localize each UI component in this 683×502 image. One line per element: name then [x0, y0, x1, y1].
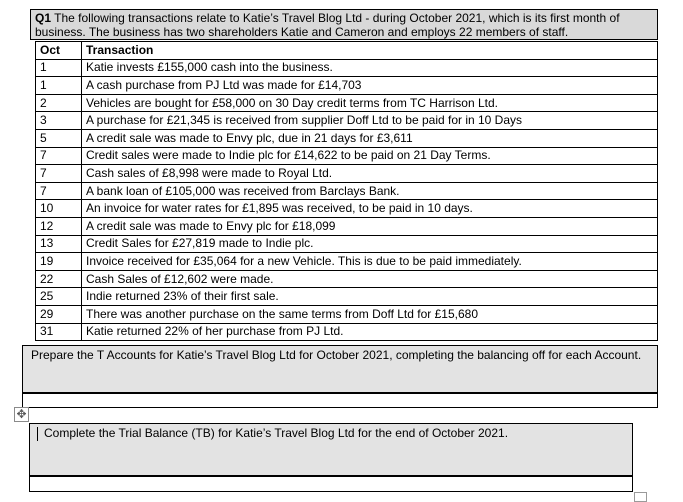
question-header	[30, 9, 658, 40]
cell-oct: 31	[36, 323, 82, 341]
cell-transaction: Cash sales of £8,998 were made to Royal Ltd.	[82, 165, 658, 183]
table-row	[36, 217, 658, 235]
cell-oct: 5	[36, 129, 82, 147]
cell-transaction: A purchase for £21,345 is received from supplier Doff Ltd to be paid for in 10 Days	[82, 112, 658, 130]
table-row	[36, 94, 658, 112]
question-number: Q1	[35, 11, 52, 25]
cell-oct: 19	[36, 253, 82, 271]
table-row	[36, 305, 658, 323]
cell-oct: 7	[36, 182, 82, 200]
cell-transaction: A cash purchase from PJ Ltd was made for £14,703	[82, 77, 658, 95]
t-accounts-prompt[interactable]	[22, 345, 658, 393]
header-transaction: Transaction	[82, 42, 658, 60]
table-row	[36, 59, 658, 77]
table-row	[36, 182, 658, 200]
text-cursor	[37, 427, 38, 441]
cell-transaction: A credit sale was made to Envy plc for £18,099	[82, 217, 658, 235]
cell-oct: 1	[36, 59, 82, 77]
transactions-table	[35, 41, 658, 341]
cell-oct: 25	[36, 288, 82, 306]
table-outer-border	[657, 41, 658, 324]
question-text: The following transactions relate to Katie’s Travel Blog Ltd - during October 2021, which is its first month of business. The business has two shareholders Katie and Cameron and employs 22 members of staff.	[35, 11, 620, 39]
table-row	[36, 288, 658, 306]
cell-oct: 2	[36, 94, 82, 112]
cell-transaction: Credit sales were made to Indie plc for £14,622 to be paid on 21 Day Terms.	[82, 147, 658, 165]
cell-transaction: Indie returned 23% of their first sale.	[82, 288, 658, 306]
cell-oct: 3	[36, 112, 82, 130]
cell-transaction: A bank loan of £105,000 was received from Barclays Bank.	[82, 182, 658, 200]
cell-oct: 12	[36, 217, 82, 235]
table-row	[36, 129, 658, 147]
cell-transaction: Cash Sales of £12,602 were made.	[82, 270, 658, 288]
cell-oct: 22	[36, 270, 82, 288]
cell-transaction: Vehicles are bought for £58,000 on 30 Day credit terms from TC Harrison Ltd.	[82, 94, 658, 112]
move-handle-icon[interactable]: ✥	[14, 407, 29, 422]
trial-balance-prompt[interactable]	[29, 423, 633, 476]
table-row	[36, 147, 658, 165]
cell-transaction: Katie returned 22% of her purchase from PJ Ltd.	[82, 323, 658, 341]
cell-transaction: There was another purchase on the same terms from Doff Ltd for £15,680	[82, 305, 658, 323]
table-row	[36, 270, 658, 288]
table-row	[36, 235, 658, 253]
table-row	[36, 112, 658, 130]
header-oct: Oct	[36, 42, 82, 60]
trial-balance-prompt-text: Complete the Trial Balance (TB) for Katie’s Travel Blog Ltd for the end of October 2021.	[44, 426, 509, 440]
t-accounts-prompt-text: Prepare the T Accounts for Katie’s Travel Blog Ltd for October 2021, completing the balancing off for each Account.	[31, 348, 642, 362]
cell-oct: 13	[36, 235, 82, 253]
t-accounts-answer-row[interactable]	[22, 393, 658, 408]
table-row	[36, 323, 658, 341]
table-row	[36, 253, 658, 271]
table-row	[36, 77, 658, 95]
cell-oct: 7	[36, 165, 82, 183]
cell-transaction: Credit Sales for £27,819 made to Indie plc.	[82, 235, 658, 253]
transactions-body	[36, 59, 658, 341]
cell-oct: 7	[36, 147, 82, 165]
cell-oct: 29	[36, 305, 82, 323]
cell-oct: 1	[36, 77, 82, 95]
cell-transaction: A credit sale was made to Envy plc, due in 21 days for £3,611	[82, 129, 658, 147]
table-header-row	[36, 42, 658, 60]
cell-oct: 10	[36, 200, 82, 218]
cell-transaction: An invoice for water rates for £1,895 was received, to be paid in 10 days.	[82, 200, 658, 218]
resize-handle[interactable]	[634, 492, 647, 502]
table-row	[36, 165, 658, 183]
cell-transaction: Invoice received for £35,064 for a new Vehicle. This is due to be paid immediately.	[82, 253, 658, 271]
table-row	[36, 200, 658, 218]
cell-transaction: Katie invests £155,000 cash into the business.	[82, 59, 658, 77]
trial-balance-answer-row[interactable]	[29, 476, 633, 492]
